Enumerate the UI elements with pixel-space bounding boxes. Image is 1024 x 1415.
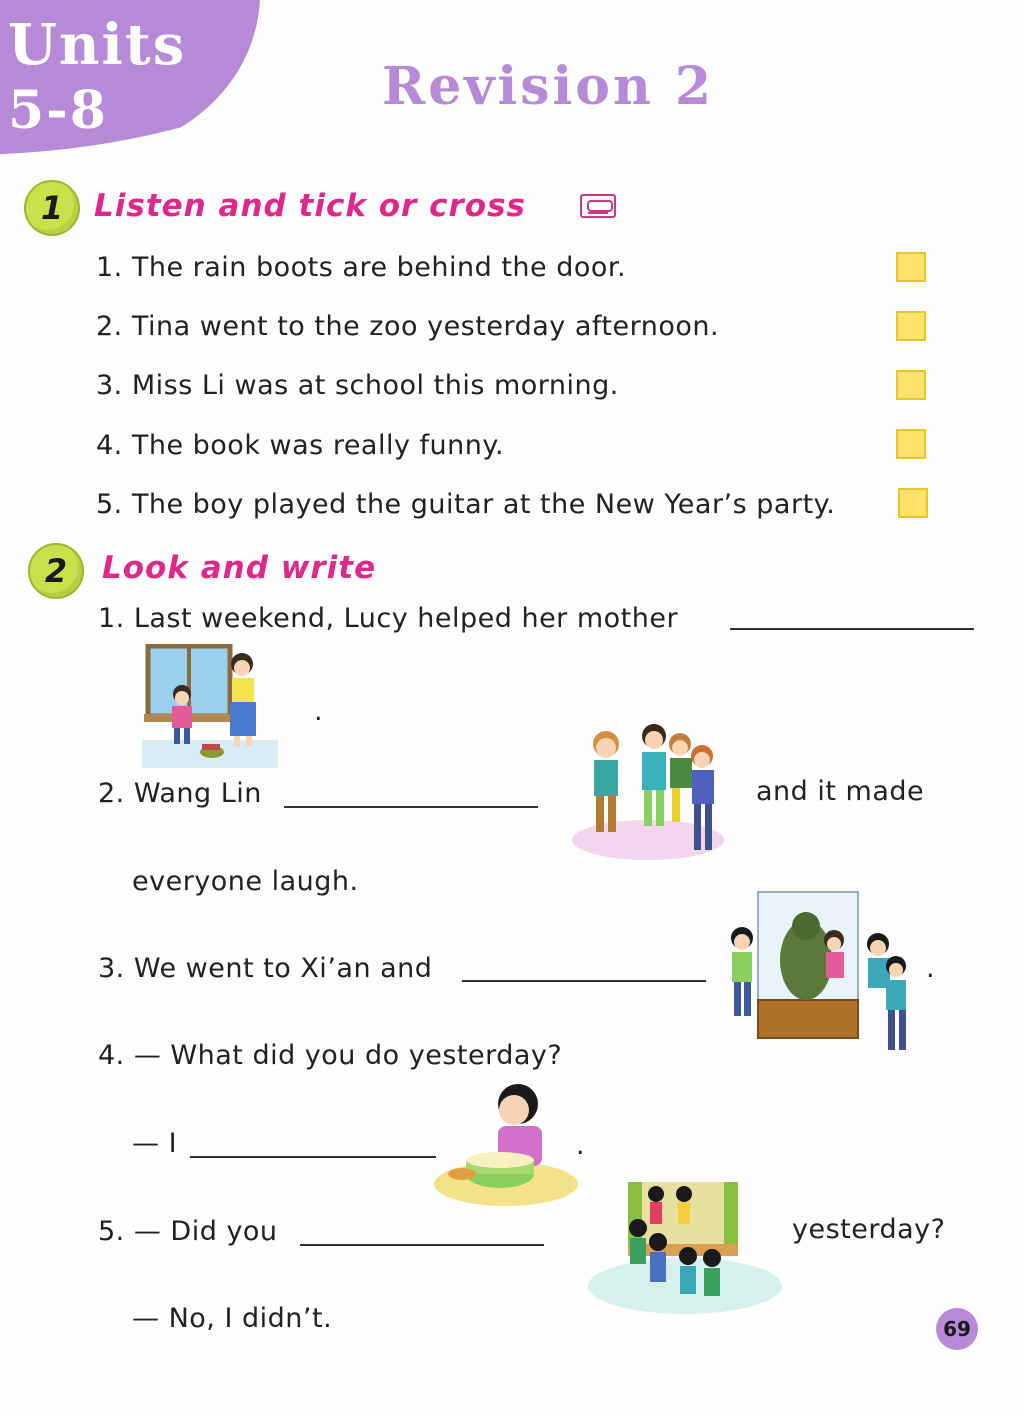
write-q2-start: 2. Wang Lin bbox=[98, 778, 262, 809]
section-2-badge bbox=[28, 543, 84, 599]
section-1-badge bbox=[24, 180, 80, 236]
write-q3-blank[interactable] bbox=[462, 980, 706, 982]
write-q4-question: 4. — What did you do yesterday? bbox=[98, 1040, 563, 1071]
write-q3-start: 3. We went to Xi’an and bbox=[98, 953, 433, 984]
write-q1-blank[interactable] bbox=[730, 628, 974, 630]
write-q4-end: . bbox=[576, 1130, 586, 1161]
making-cake-picture bbox=[432, 1080, 582, 1210]
write-q5-answer: — No, I didn’t. bbox=[132, 1303, 333, 1334]
page-number: 69 bbox=[936, 1308, 978, 1350]
write-q5-after: yesterday? bbox=[792, 1214, 946, 1245]
write-q2-line2: everyone laugh. bbox=[132, 866, 359, 897]
tick-box-3[interactable] bbox=[896, 370, 926, 400]
listen-item-3: 3. Miss Li was at school this morning. bbox=[96, 370, 619, 401]
listen-item-4: 4. The book was really funny. bbox=[96, 430, 505, 461]
section-2-title: Look and write bbox=[102, 550, 377, 586]
tick-box-1[interactable] bbox=[896, 252, 926, 282]
write-q5-start: 5. — Did you bbox=[98, 1216, 278, 1247]
listen-item-2: 2. Tina went to the zoo yesterday afternoon. bbox=[96, 311, 720, 342]
write-q1-text: 1. Last weekend, Lucy helped her mother bbox=[98, 603, 679, 634]
units-range: 5-8 bbox=[8, 80, 108, 141]
page-title: Revision 2 bbox=[382, 56, 715, 117]
listen-item-1: 1. The rain boots are behind the door. bbox=[96, 252, 627, 283]
write-q4-blank[interactable] bbox=[190, 1156, 436, 1158]
units-label: Units bbox=[8, 12, 187, 78]
write-q1-end: . bbox=[314, 696, 324, 727]
section-2-number: 2 bbox=[44, 552, 68, 590]
write-q5-blank[interactable] bbox=[300, 1244, 544, 1246]
section-1-number: 1 bbox=[40, 189, 64, 227]
tick-box-5[interactable] bbox=[898, 488, 928, 518]
tick-box-2[interactable] bbox=[896, 311, 926, 341]
section-1-title: Listen and tick or cross bbox=[94, 188, 526, 224]
cassette-tape-icon bbox=[580, 194, 616, 218]
stage-performance-picture bbox=[588, 1178, 782, 1314]
tick-box-4[interactable] bbox=[896, 429, 926, 459]
museum-visit-picture bbox=[722, 888, 914, 1056]
write-q2-blank[interactable] bbox=[284, 806, 538, 808]
friends-laughing-picture bbox=[572, 722, 724, 862]
write-q3-end: . bbox=[926, 953, 936, 984]
listen-item-5: 5. The boy played the guitar at the New Year’s party. bbox=[96, 489, 836, 520]
write-q2-after: and it made bbox=[756, 776, 925, 807]
cleaning-window-picture bbox=[142, 644, 278, 768]
write-q4-answer-start: — I bbox=[132, 1128, 178, 1159]
